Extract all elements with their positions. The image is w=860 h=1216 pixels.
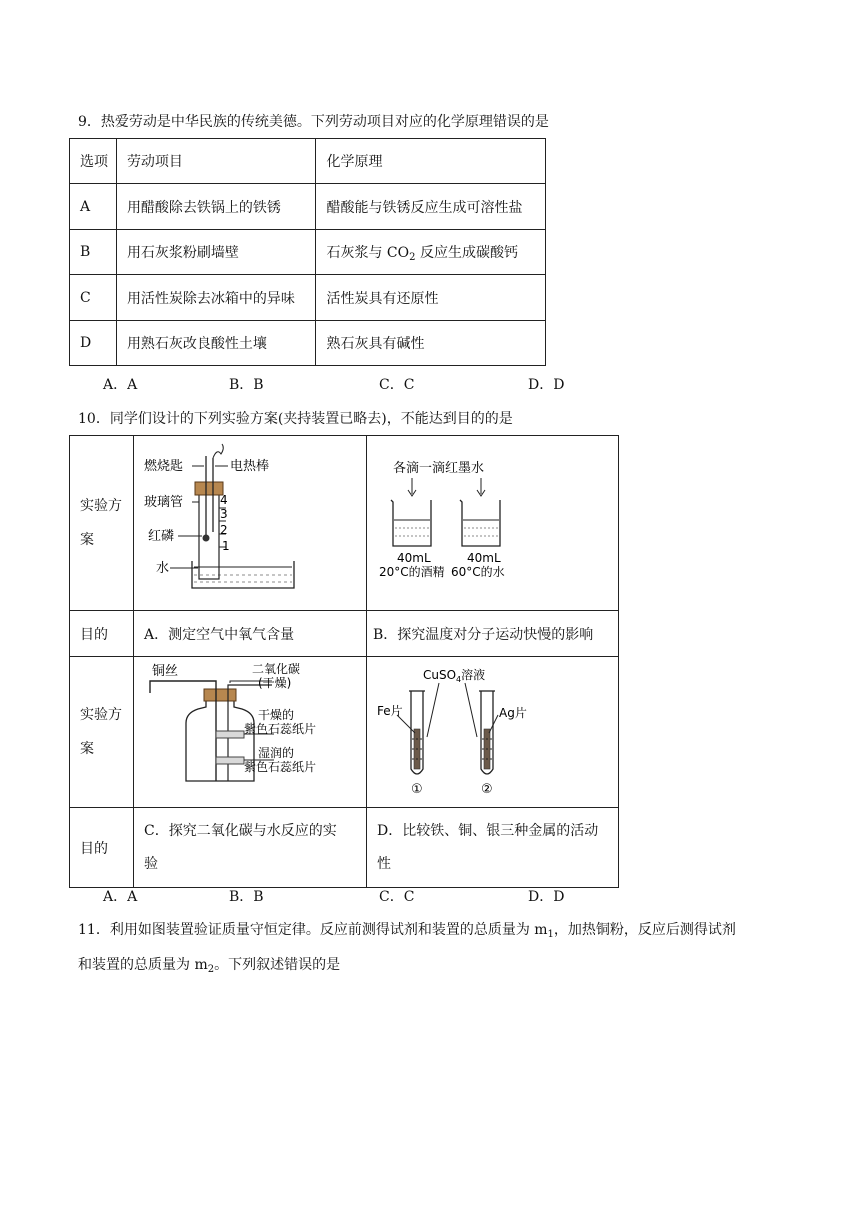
choice-b[interactable]: B．B [229, 889, 264, 905]
goal-c: C．探究二氧化碳与水反应的实 验 [134, 808, 367, 888]
label-cuso4: CuSO$_4$溶液 [423, 668, 486, 684]
choice-a[interactable]: A．A [103, 377, 138, 393]
label-phosphorus: 红磷 [148, 529, 175, 544]
q9-stem: 9．热爱劳动是中华民族的传统美德。下列劳动项目对应的化学原理错误的是 [78, 114, 549, 130]
label-red-ink: 各滴一滴红墨水 [393, 461, 485, 476]
label-dry-gas: (干燥) [258, 676, 292, 690]
row-task: 用石灰浆粉刷墙壁 [116, 230, 316, 275]
label-tube-1: ① [411, 782, 423, 797]
label-tube-2: ② [481, 782, 493, 797]
mark-label: 1 [222, 539, 230, 553]
table-row [70, 808, 619, 888]
row-principle: 熟石灰具有碱性 [316, 321, 546, 366]
table-row [70, 139, 546, 184]
label-right-volume: 40mL [467, 551, 501, 565]
figure-d-cell [367, 657, 619, 808]
mark-label: 3 [220, 507, 228, 521]
row-option: C [70, 275, 117, 321]
q9-table [69, 138, 546, 366]
label-scheme: 实验方 案 [70, 657, 134, 808]
choice-a[interactable]: A．A [103, 889, 138, 905]
table-row [70, 436, 619, 611]
label-dry-paper: 紫色石蕊纸片 [244, 722, 317, 736]
row-task: 用醋酸除去铁锅上的铁锈 [116, 184, 316, 230]
label-wet-paper: 紫色石蕊纸片 [244, 760, 317, 774]
header-task: 劳动项目 [116, 139, 316, 184]
label-co2: 二氧化碳 [252, 662, 301, 676]
figure-d [367, 657, 618, 803]
q10-choices [103, 886, 663, 906]
choice-c[interactable]: C．C [379, 889, 415, 905]
figure-c-cell [134, 657, 367, 808]
row-option: B [70, 230, 117, 275]
label-dry: 干燥的 [258, 708, 295, 722]
row-principle: 活性炭具有还原性 [316, 275, 546, 321]
choice-c[interactable]: C．C [379, 377, 415, 393]
q10-stem: 10．同学们设计的下列实验方案(夹持装置已略去)，不能达到目的的是 [78, 411, 513, 427]
header-principle: 化学原理 [316, 139, 546, 184]
table-row [70, 611, 619, 657]
label-wet: 湿润的 [258, 746, 295, 760]
table-row [70, 230, 546, 275]
table-row [70, 184, 546, 230]
table-row [70, 275, 546, 321]
mark-label: 4 [220, 493, 228, 507]
table-row [70, 321, 546, 366]
choice-b[interactable]: B．B [229, 377, 264, 393]
label-copper-wire: 铜丝 [152, 664, 179, 679]
label-rod: 电热棒 [230, 459, 270, 474]
label-water: 水 [156, 561, 170, 576]
row-task: 用熟石灰改良酸性土壤 [116, 321, 316, 366]
label-tube: 玻璃管 [144, 495, 184, 510]
row-option: D [70, 321, 117, 366]
q11-line-2: 和装置的总质量为 $m_2$。下列叙述错误的是 [78, 957, 341, 975]
figure-a-cell [134, 436, 367, 611]
label-goal: 目的 [70, 611, 134, 657]
goal-a: A．测定空气中氧气含量 [134, 611, 367, 657]
label-ag: Ag片 [499, 706, 527, 720]
row-principle: 醋酸能与铁锈反应生成可溶性盐 [316, 184, 546, 230]
q10-table [69, 435, 619, 888]
figure-c [134, 657, 366, 803]
label-fe: Fe片 [377, 704, 403, 718]
figure-b [367, 436, 618, 606]
mark-label: 2 [220, 523, 228, 537]
row-option: A [70, 184, 117, 230]
q9-choices [103, 374, 663, 394]
choice-d[interactable]: D．D [528, 889, 565, 905]
label-goal: 目的 [70, 808, 134, 888]
table-row [70, 657, 619, 808]
q11-line-1: 11．利用如图装置验证质量守恒定律。反应前测得试剂和装置的总质量为 $m_1$，加热铜粉，反应后测得试剂 [78, 922, 736, 940]
label-spoon: 燃烧匙 [144, 459, 184, 474]
label-left-volume: 40mL [397, 551, 431, 565]
figure-b-cell [367, 436, 619, 611]
label-scheme: 实验方 案 [70, 436, 134, 611]
header-option: 选项 [70, 139, 117, 184]
label-left-liquid: 20°C的酒精 [379, 565, 445, 579]
figure-a [134, 436, 366, 606]
row-principle: 石灰浆与 $CO_2$ 反应生成碳酸钙 [316, 230, 546, 275]
goal-d: D．比较铁、铜、银三种金属的活动 性 [367, 808, 619, 888]
goal-b: B．探究温度对分子运动快慢的影响 [367, 611, 619, 657]
label-right-liquid: 60°C的水 [451, 565, 505, 579]
choice-d[interactable]: D．D [528, 377, 565, 393]
row-task: 用活性炭除去冰箱中的异味 [116, 275, 316, 321]
